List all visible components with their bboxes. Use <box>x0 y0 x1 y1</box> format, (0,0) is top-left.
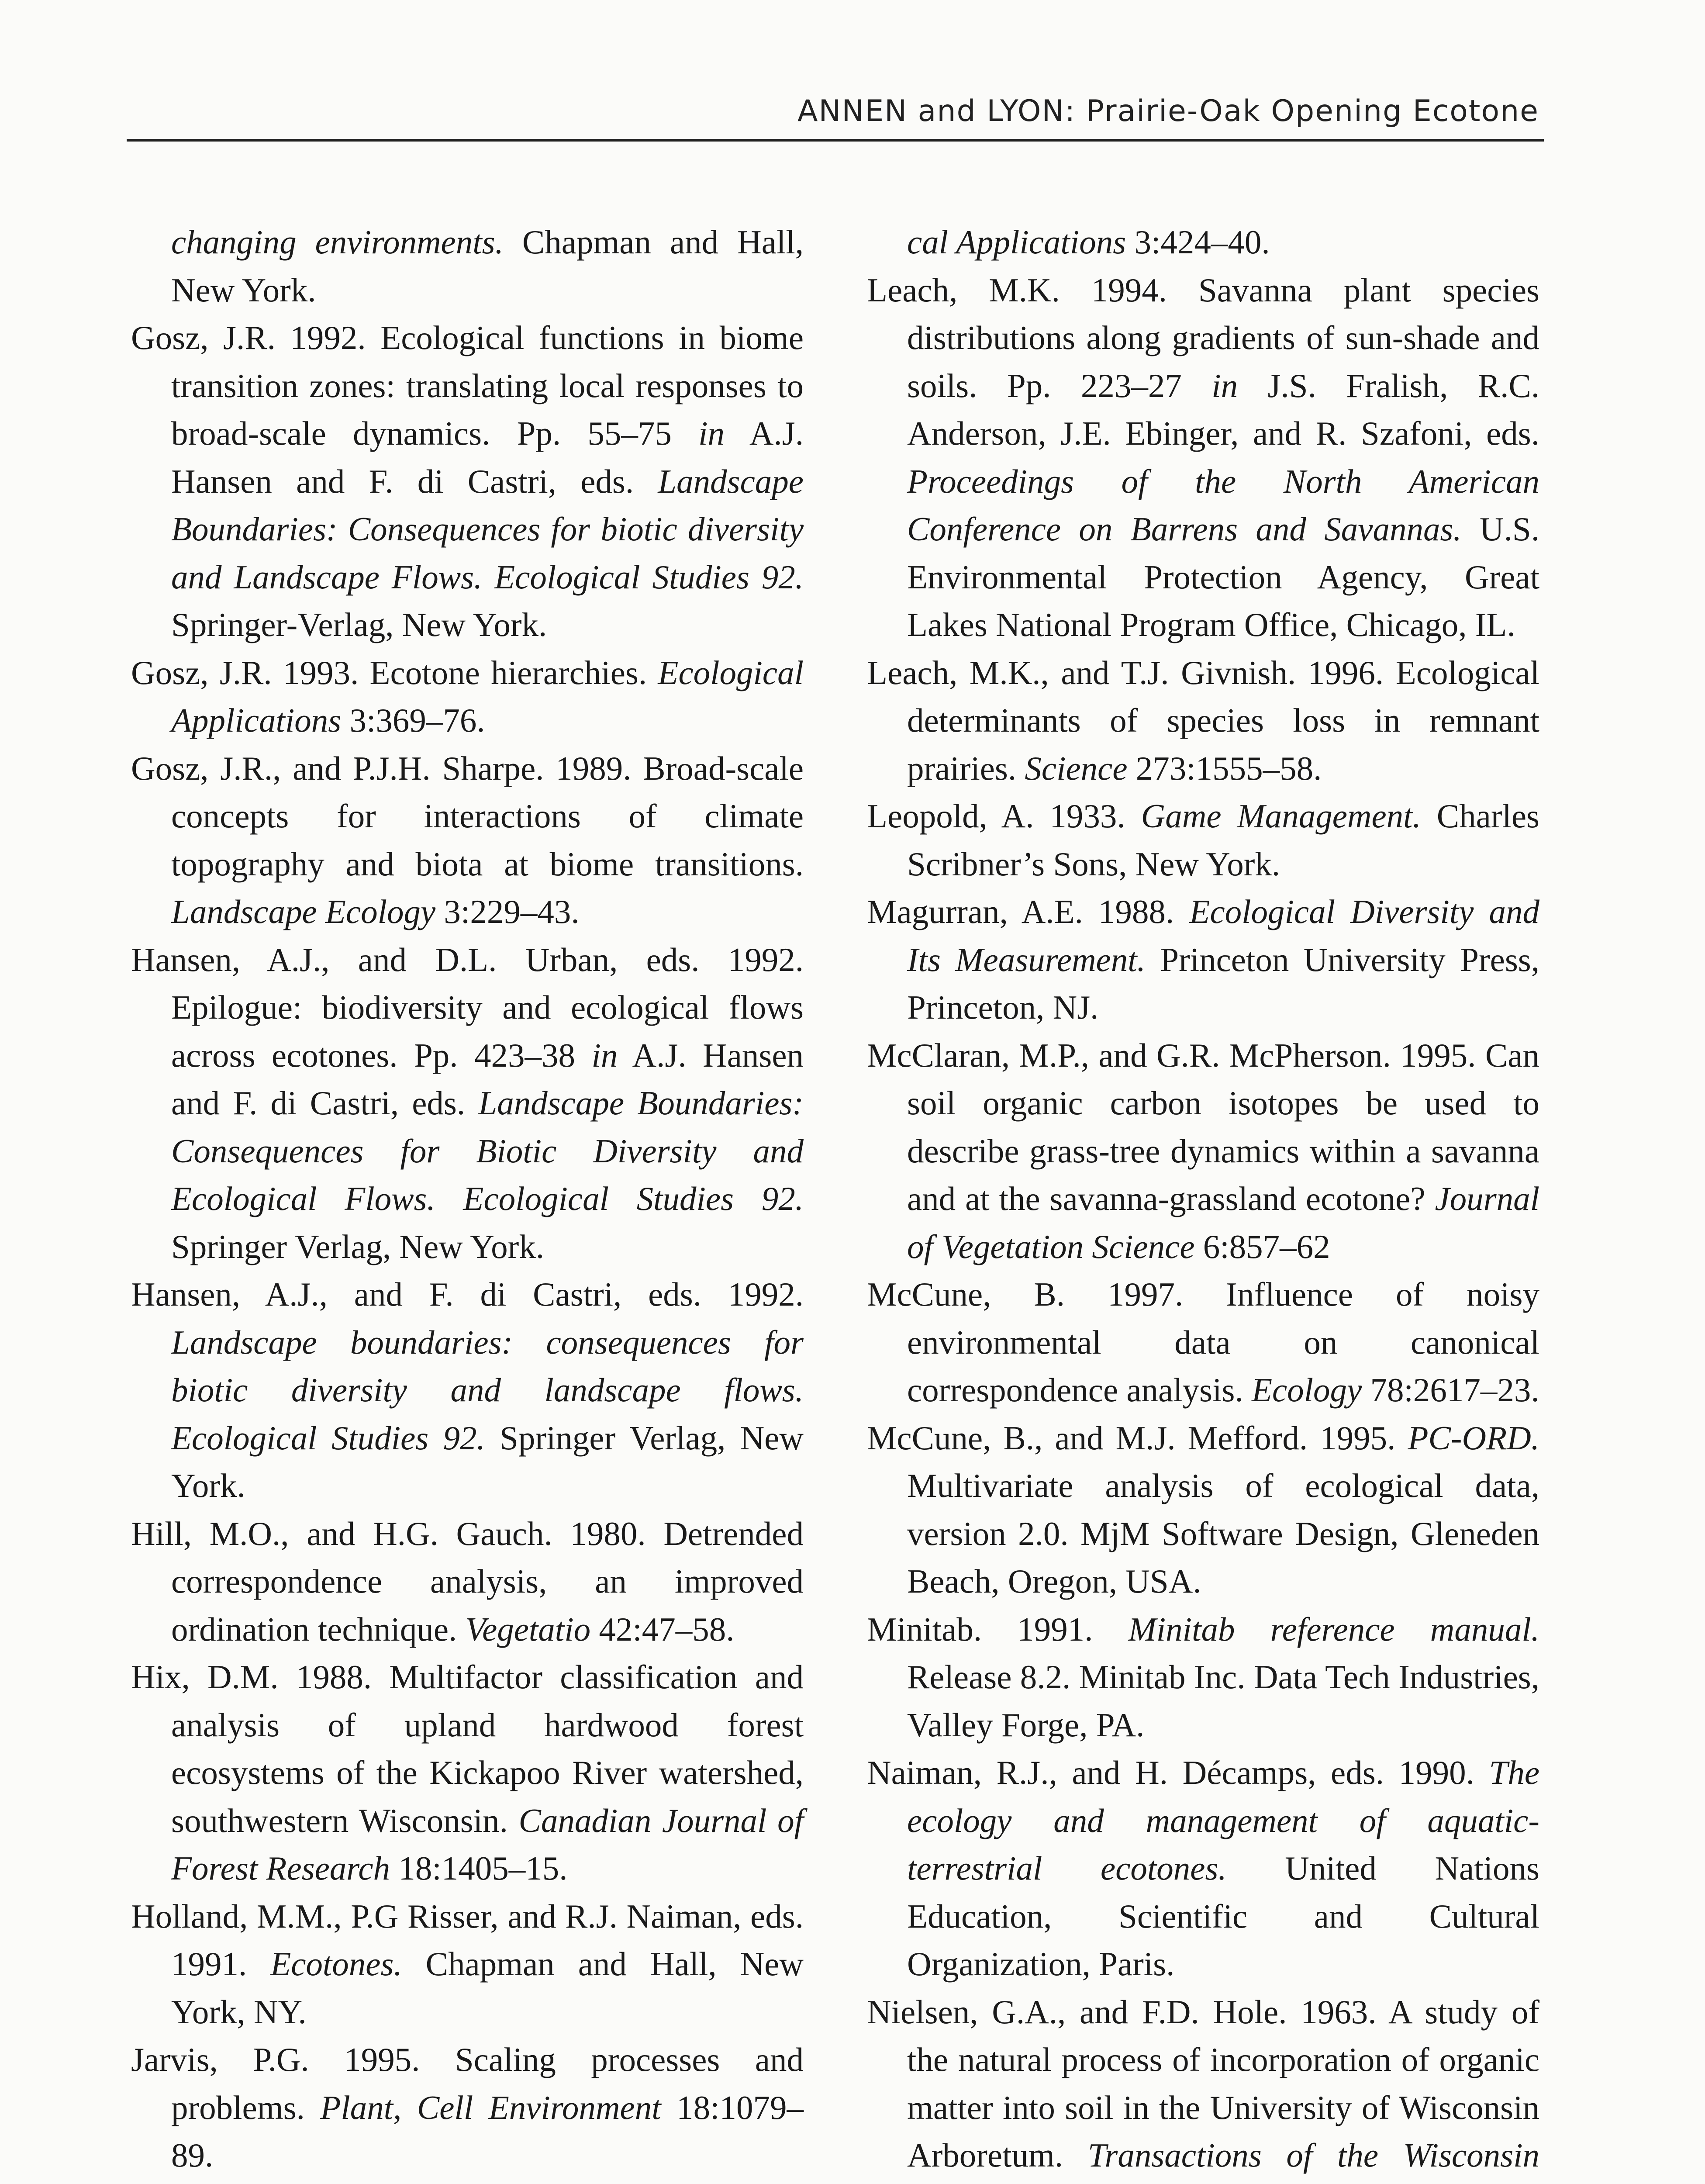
reference-italic-text: Landscape Boundaries: Consequences for biotic diversity and Landscape Flows. Ecological Studies 92. <box>171 462 804 596</box>
reference-text: Hansen, A.J., and D.L. Urban, eds. 1992. Epilogue: biodiversity and ecological flows across ecotones. Pp. 423–38 <box>131 940 804 1074</box>
reference-entry <box>131 1653 804 1893</box>
reference-text: 42:47–58. <box>590 1610 735 1648</box>
reference-text: Magurran, A.E. 1988. <box>867 893 1190 930</box>
reference-text: Naiman, R.J., and H. Décamps, eds. 1990. <box>867 1754 1489 1791</box>
header-rule <box>127 139 1544 142</box>
reference-entry <box>131 1271 804 1510</box>
reference-text: A.J. Hansen and F. di Castri, eds. <box>171 1036 804 1122</box>
reference-text: Leopold, A. 1933. <box>867 797 1141 835</box>
reference-text: U.S. Environmental Protection Agency, Great Lakes National Program Office, Chicago, IL. <box>907 510 1539 643</box>
reference-italic-text: Ecological Diversity and Its Measurement. <box>907 893 1540 978</box>
reference-entry <box>131 745 804 936</box>
reference-text: Gosz, J.R. 1992. Ecological functions in biome transition zones: translating local responses to broad-scale dynamics. Pp. 55–75 <box>131 319 804 452</box>
reference-text: 273:1555–58. <box>1127 749 1322 787</box>
reference-text: Hansen, A.J., and F. di Castri, eds. 1992. <box>131 1275 804 1313</box>
reference-text: Springer-Verlag, New York. <box>171 606 547 643</box>
references-column-left <box>131 218 804 2184</box>
reference-italic-text: cal Applications <box>907 223 1126 261</box>
reference-entry <box>867 1749 1539 1988</box>
reference-text: United Nations Education, Scientific and Cultural Organization, Paris. <box>907 1849 1539 1983</box>
reference-text: Nielsen, G.A., and F.D. Hole. 1963. A study of the natural process of incorporation of organic matter into soil in the University of Wisconsin Arboretum. <box>867 1993 1539 2174</box>
reference-text: 3:229–43. <box>435 893 580 930</box>
reference-text: 3:424–40. <box>1126 223 1270 261</box>
reference-entry <box>867 792 1539 888</box>
reference-italic-text: Landscape Ecology <box>171 893 436 930</box>
reference-text: Chapman and Hall, New York, NY. <box>171 1945 804 2031</box>
reference-entry <box>867 1271 1539 1414</box>
reference-italic-text: Ecotones. <box>270 1945 402 1983</box>
reference-italic-text: in <box>1211 366 1238 404</box>
reference-text: Holland, M.M., P.G Risser, and R.J. Naiman, eds. 1991. <box>131 1897 804 1983</box>
reference-entry <box>131 936 804 1271</box>
reference-text: Minitab. 1991. <box>867 1610 1129 1648</box>
reference-italic-text: Landscape Boundaries: Consequences for Biotic Diversity and Ecological Flows. Ecological Studies 92. <box>171 1084 804 1217</box>
reference-italic-text: Minitab reference manual. <box>1128 1610 1540 1648</box>
reference-text: Gosz, J.R., and P.J.H. Sharpe. 1989. Broad-scale concepts for interactions of climate topography and biota at biome transitions. <box>131 749 804 883</box>
reference-text: Charles Scribner’s Sons, New York. <box>907 797 1539 883</box>
running-head: ANNEN and LYON: Prairie-Oak Opening Ecotone <box>797 94 1539 128</box>
reference-italic-text: The ecology and management of aquatic-terrestrial ecotones. <box>907 1754 1539 1887</box>
reference-text: Springer Verlag, New York. <box>171 1227 545 1265</box>
reference-italic-text: Ecology <box>1251 1371 1362 1409</box>
reference-text: Jarvis, P.G. 1995. Scaling processes and problems. <box>131 2041 804 2126</box>
reference-text: J.S. Fralish, R.C. Anderson, J.E. Ebinger, and R. Szafoni, eds. <box>907 366 1540 452</box>
reference-italic-text: PC-ORD. <box>1408 1419 1539 1457</box>
reference-entry <box>867 1988 1539 2184</box>
reference-entry <box>867 1032 1539 1271</box>
reference-text: Multivariate analysis of ecological data, version 2.0. MjM Software Design, Gleneden Beach, Oregon, USA. <box>907 1467 1539 1600</box>
reference-text: 18:1405–15. <box>390 1849 568 1887</box>
reference-italic-text: in <box>591 1036 618 1074</box>
reference-continuation <box>867 218 1539 266</box>
reference-italic-text: Transactions of the Wisconsin <box>1087 2136 1539 2174</box>
reference-text: 78:2617–23. <box>1362 1371 1539 1409</box>
reference-entry <box>131 2180 804 2184</box>
reference-text: 6:857–62 <box>1194 1227 1330 1265</box>
reference-text: Leach, M.K., and T.J. Givnish. 1996. Ecological determinants of species loss in remnant prairies. <box>867 653 1539 787</box>
reference-italic-text: in <box>698 415 725 452</box>
reference-continuation <box>131 218 804 314</box>
reference-italic-text: Game Management. <box>1141 797 1421 835</box>
reference-italic-text: Journal of Vegetation Science <box>907 1180 1539 1265</box>
reference-text: McCune, B. 1997. Influence of noisy environmental data on canonical correspondence analysis. <box>867 1275 1539 1409</box>
reference-italic-text: Plant, Cell Environment <box>320 2088 661 2126</box>
reference-entry <box>131 314 804 649</box>
reference-text: A.J. Hansen and F. di Castri, eds. <box>171 415 804 500</box>
reference-text: Gosz, J.R. 1993. Ecotone hierarchies. <box>131 653 658 691</box>
reference-italic-text: Ecological Applications <box>171 653 804 739</box>
reference-entry <box>867 649 1539 793</box>
reference-text: 18:1079–89. <box>171 2088 804 2174</box>
reference-entry <box>131 1893 804 2036</box>
reference-text: Hix, D.M. 1988. Multifactor classification and analysis of upland hardwood forest ecosystems of the Kickapoo River watershed, southwestern Wisconsin. <box>131 1658 804 1839</box>
reference-italic-text: Canadian Journal of Forest Research <box>171 1801 804 1887</box>
reference-text: McClaran, M.P., and G.R. McPherson. 1995. Can soil organic carbon isotopes be used to describe grass-tree dynamics within a savanna and at the savanna-grassland ecotone? <box>867 1036 1539 1217</box>
reference-italic-text: changing environments. <box>171 223 504 261</box>
reference-entry <box>131 1510 804 1654</box>
reference-entry <box>867 1414 1539 1606</box>
reference-italic-text: Landscape boundaries: consequences for biotic diversity and landscape flows. Ecological Studies 92. <box>171 1323 804 1457</box>
reference-entry <box>131 2036 804 2180</box>
reference-italic-text: Science <box>1025 749 1128 787</box>
reference-text: Hill, M.O., and H.G. Gauch. 1980. Detrended correspondence analysis, an improved ordination technique. <box>131 1514 804 1648</box>
reference-text: Leach, M.K. 1994. Savanna plant species distributions along gradients of sun-shade and soils. Pp. 223–27 <box>867 271 1539 404</box>
reference-text: Princeton University Press, Princeton, NJ. <box>907 940 1539 1026</box>
reference-entry <box>867 888 1539 1032</box>
reference-text: Release 8.2. Minitab Inc. Data Tech Industries, Valley Forge, PA. <box>907 1658 1539 1744</box>
reference-text: Chapman and Hall, New York. <box>171 223 804 309</box>
reference-text: Springer Verlag, New York. <box>171 1419 804 1504</box>
reference-entry <box>867 1606 1539 1749</box>
reference-italic-text: Vegetatio <box>465 1610 591 1648</box>
reference-entry <box>867 266 1539 649</box>
reference-text: 3:369–76. <box>341 702 485 739</box>
reference-entry <box>131 649 804 745</box>
references-column-right <box>867 218 1539 2184</box>
reference-text: McCune, B., and M.J. Mefford. 1995. <box>867 1419 1408 1457</box>
reference-italic-text: Proceedings of the North American Conference on Barrens and Savannas. <box>907 462 1539 548</box>
